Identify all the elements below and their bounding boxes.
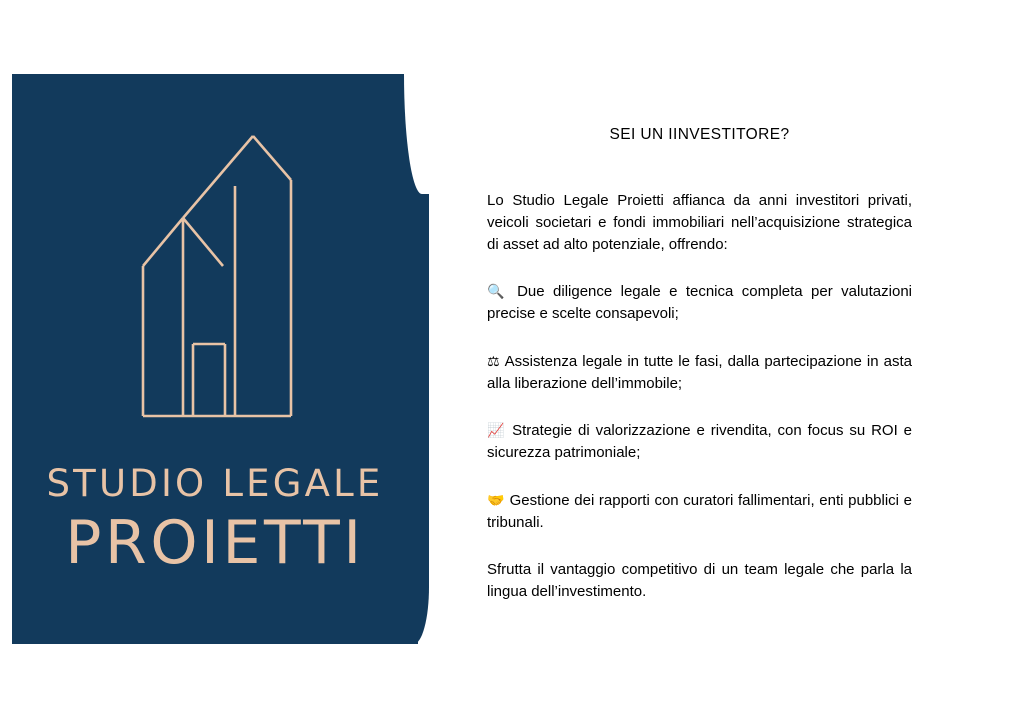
balance-scale-icon: ⚖ (487, 353, 501, 370)
logo-line-1: STUDIO LEGALE (46, 462, 384, 505)
list-item (487, 490, 912, 534)
list-item-text: Strategie di valorizzazione e rivendita, con focus su ROI e sicurezza patrimoniale; (487, 422, 912, 461)
list-item-text: Gestione dei rapporti con curatori fallimentari, enti pubblici e tribunali. (487, 491, 912, 531)
list-item-text: Due diligence legale e tecnica completa per valutazioni precise e scelte consapevoli; (487, 283, 912, 322)
list-item (487, 281, 912, 325)
handshake-icon: 🤝 (487, 492, 505, 509)
headline: SEI UN IINVESTITORE? (609, 126, 790, 143)
intro-paragraph: Lo Studio Legale Proietti affianca da anni investitori privati, veicoli societari e fondi immobiliari nell’acquisizione strategica di asset ad alto potenziale, offrendo: (487, 192, 912, 253)
content-column (487, 126, 912, 603)
house-outline-icon (85, 116, 345, 446)
list-item (487, 420, 912, 464)
list-item-text: Assistenza legale in tutte le fasi, dalla partecipazione in asta alla liberazione dell’immobile; (487, 352, 913, 392)
list-item (487, 351, 912, 395)
magnifier-icon: 🔍 (487, 284, 509, 301)
closing-paragraph: Sfrutta il vantaggio competitivo di un team legale che parla la lingua dell’investimento. (487, 561, 912, 600)
chart-increasing-icon: 📈 (487, 423, 507, 440)
logo-line-2: PROIETTI (65, 508, 365, 578)
logo-block (12, 74, 418, 644)
